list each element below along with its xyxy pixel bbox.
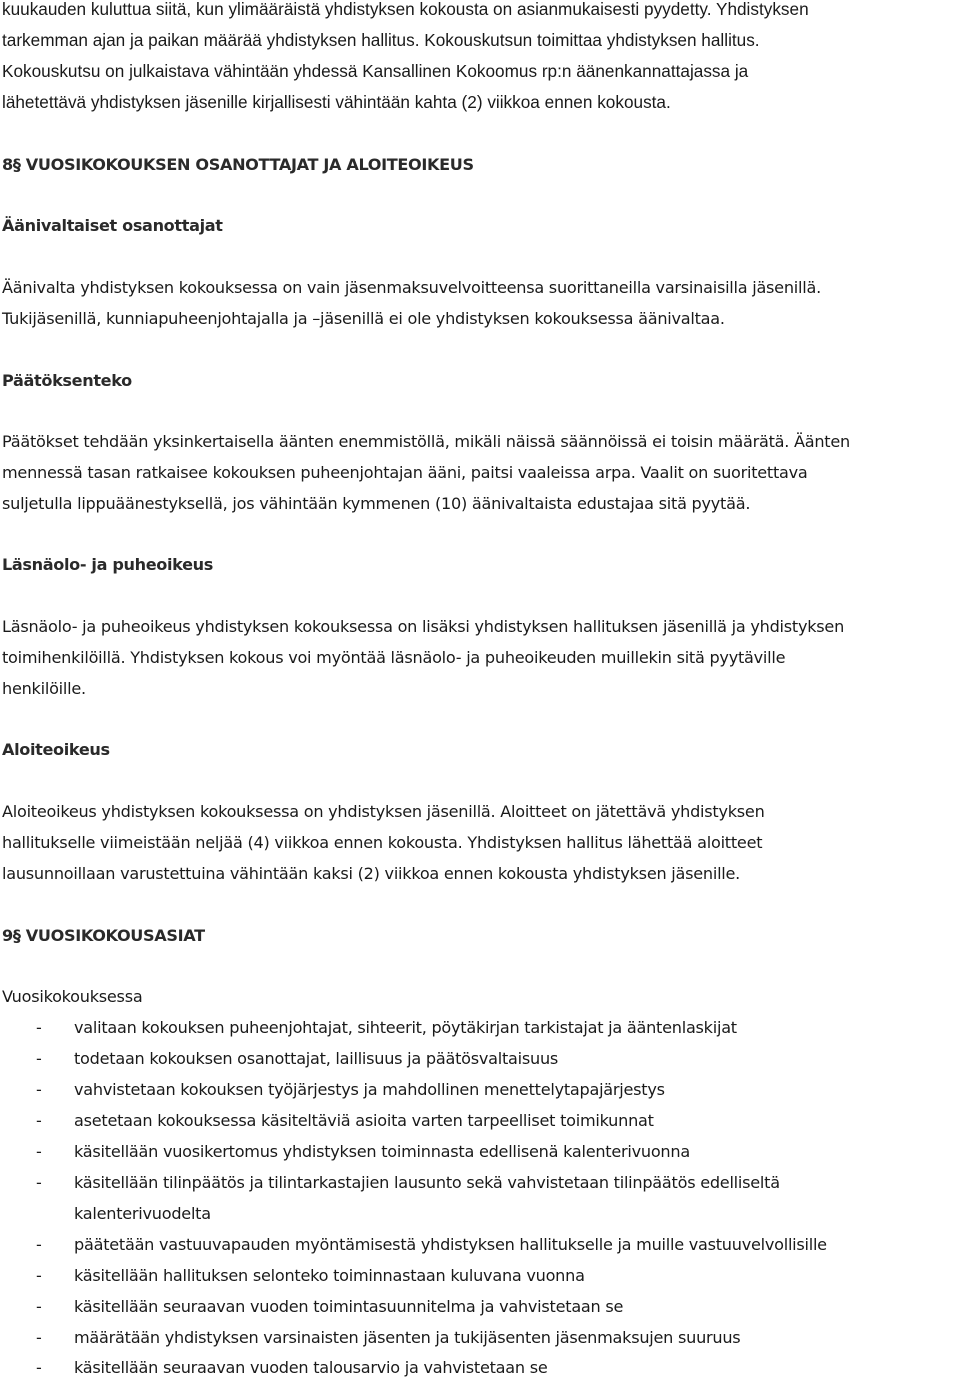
section-9-title: 9§ VUOSIKOKOUSASIAT bbox=[2, 926, 205, 945]
decision-making-heading: Päätöksenteko bbox=[2, 371, 132, 390]
voting-rights-line: Tukijäsenillä, kunniapuheenjohtajalla ja –jäsenillä ei ole yhdistyksen kokouksessa äänivaltaa. bbox=[2, 309, 725, 328]
list-dash: - bbox=[36, 1142, 42, 1161]
list-item: asetetaan kokouksessa käsiteltäviä asioita varten tarpeelliset toimikunnat bbox=[74, 1111, 654, 1130]
list-dash: - bbox=[36, 1080, 42, 1099]
intro-line: tarkemman ajan ja paikan määrää yhdistyksen hallitus. Kokouskutsun toimittaa yhdistyksen hallitus. bbox=[2, 30, 760, 50]
list-dash: - bbox=[36, 1328, 42, 1347]
decision-making-line: mennessä tasan ratkaisee kokouksen puheenjohtajan ääni, paitsi vaaleissa arpa. Vaalit on suoritettava bbox=[2, 463, 808, 482]
list-item: käsitellään hallituksen selonteko toiminnastaan kuluvana vuonna bbox=[74, 1266, 585, 1285]
list-item: käsitellään seuraavan vuoden toimintasuunnitelma ja vahvistetaan se bbox=[74, 1297, 624, 1316]
list-dash: - bbox=[36, 1111, 42, 1130]
decision-making-line: Päätökset tehdään yksinkertaisella äänten enemmistöllä, mikäli näissä säännöissä ei toisin määrätä. Äänten bbox=[2, 432, 850, 451]
list-dash: - bbox=[36, 1297, 42, 1316]
list-item: määrätään yhdistyksen varsinaisten jäsenten ja tukijäsenten jäsenmaksujen suuruus bbox=[74, 1328, 741, 1347]
initiative-line: hallitukselle viimeistään neljää (4) viikkoa ennen kokousta. Yhdistyksen hallitus lähettää aloitteet bbox=[2, 833, 763, 852]
initiative-line: Aloiteoikeus yhdistyksen kokouksessa on yhdistyksen jäsenillä. Aloitteet on jätettävä yhdistyksen bbox=[2, 802, 765, 821]
initiative-heading: Aloiteoikeus bbox=[2, 740, 110, 759]
presence-line: Läsnäolo- ja puheoikeus yhdistyksen kokouksessa on lisäksi yhdistyksen hallituksen jäsenillä ja yhdistyksen bbox=[2, 617, 845, 636]
presence-line: henkilöille. bbox=[2, 679, 86, 698]
list-item-continuation: kalenterivuodelta bbox=[74, 1204, 211, 1223]
list-dash: - bbox=[36, 1358, 42, 1377]
list-dash: - bbox=[36, 1266, 42, 1285]
section-8-title: 8§ VUOSIKOKOUKSEN OSANOTTAJAT JA ALOITEOIKEUS bbox=[2, 155, 474, 174]
presence-line: toimihenkilöillä. Yhdistyksen kokous voi myöntää läsnäolo- ja puheoikeuden muillekin sitä pyytäville bbox=[2, 648, 786, 667]
list-item: käsitellään tilinpäätös ja tilintarkastajien lausunto sekä vahvistetaan tilinpäätös edelliseltä bbox=[74, 1173, 780, 1192]
list-item: päätetään vastuuvapauden myöntämisestä yhdistyksen hallitukselle ja muille vastuuvelvollisille bbox=[74, 1235, 827, 1254]
list-item: vahvistetaan kokouksen työjärjestys ja mahdollinen menettelytapajärjestys bbox=[74, 1080, 665, 1099]
list-item: käsitellään vuosikertomus yhdistyksen toiminnasta edellisenä kalenterivuonna bbox=[74, 1142, 690, 1161]
list-item: käsitellään seuraavan vuoden talousarvio ja vahvistetaan se bbox=[74, 1358, 548, 1377]
voting-rights-line: Äänivalta yhdistyksen kokouksessa on vain jäsenmaksuvelvoitteensa suorittaneilla varsinaisilla jäsenillä. bbox=[2, 278, 821, 297]
list-dash: - bbox=[36, 1018, 42, 1037]
list-dash: - bbox=[36, 1173, 42, 1192]
voting-rights-heading: Äänivaltaiset osanottajat bbox=[2, 216, 223, 235]
intro-line: lähetettävä yhdistyksen jäsenille kirjallisesti vähintään kahta (2) viikkoa ennen kokousta. bbox=[2, 92, 671, 112]
initiative-line: lausunnoillaan varustettuina vähintään kaksi (2) viikkoa ennen kokousta yhdistyksen jäsenille. bbox=[2, 864, 741, 883]
list-item: todetaan kokouksen osanottajat, laillisuus ja päätösvaltaisuus bbox=[74, 1049, 559, 1068]
intro-line: kuukauden kuluttua siitä, kun ylimääräistä yhdistyksen kokousta on asianmukaisesti pyydetty. Yhdistyksen bbox=[2, 0, 809, 19]
list-item: valitaan kokouksen puheenjohtajat, sihteerit, pöytäkirjan tarkistajat ja ääntenlaskijat bbox=[74, 1018, 737, 1037]
annual-meeting-lead: Vuosikokouksessa bbox=[2, 987, 143, 1006]
list-dash: - bbox=[36, 1049, 42, 1068]
list-dash: - bbox=[36, 1235, 42, 1254]
intro-line: Kokouskutsu on julkaistava vähintään yhdessä Kansallinen Kokoomus rp:n äänenkannattajassa ja bbox=[2, 61, 749, 81]
decision-making-line: suljetulla lippuäänestyksellä, jos vähintään kymmenen (10) äänivaltaista edustajaa sitä pyytää. bbox=[2, 494, 751, 513]
presence-heading: Läsnäolo- ja puheoikeus bbox=[2, 555, 213, 574]
